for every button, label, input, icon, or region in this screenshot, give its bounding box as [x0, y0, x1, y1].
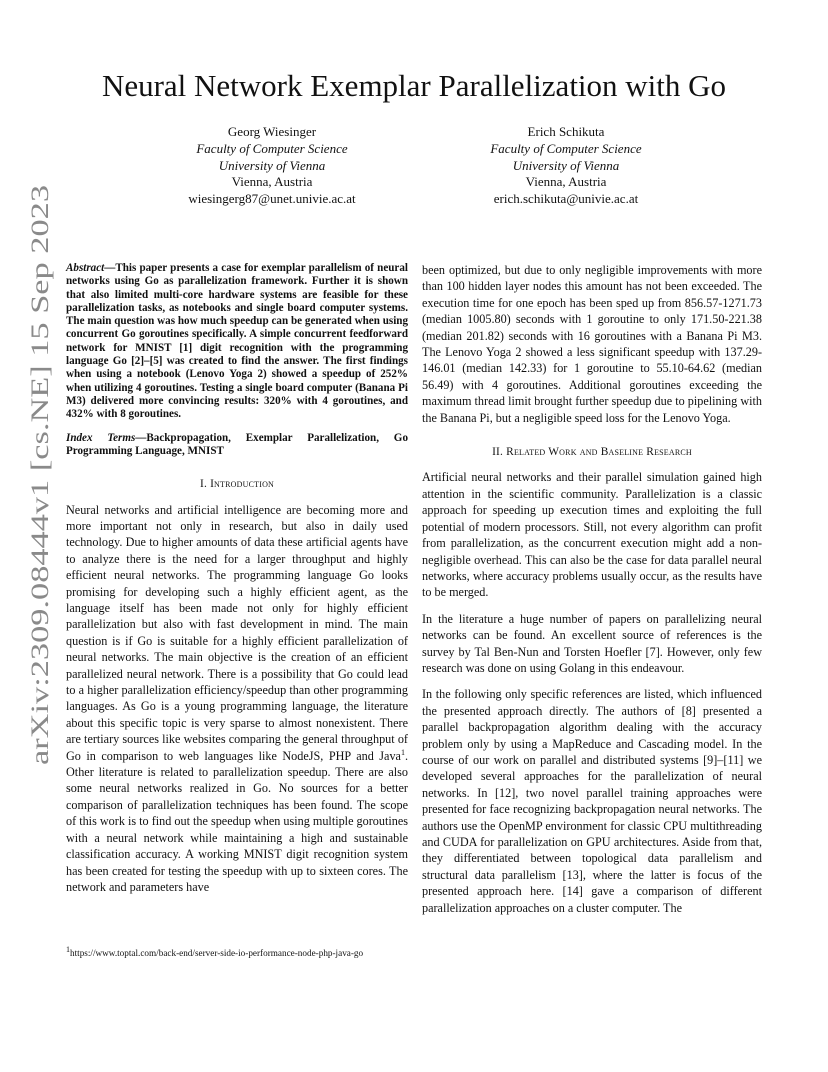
author-location: Vienna, Austria [525, 174, 607, 190]
author-email[interactable]: erich.schikuta@univie.ac.at [493, 191, 639, 207]
abstract-label: Abstract [66, 262, 105, 274]
author-block-1 [142, 124, 402, 208]
related-work-paragraph: In the literature a huge number of papers on parallelizing neural networks can be found. An excellent source of references is the survey by Tal Ben-Nun and Torsten Hoefler [7]. However, only few research was done on using Golang in this endeavour. [422, 611, 762, 675]
paragraph-text: . Other literature is related to parallelization speedup. There are also some neural networks realized in Go. No sources for a better comparison of parallelization techniques has been found. The scope of this work is to find out the speedup when using multiple goroutines with a neural network while maintaining a high and sustainable classification accuracy. A working MNIST digit recognition system has been created for testing the speedup with up to sixteen cores. The network and parameters have [66, 748, 408, 894]
paper-title: Neural Network Exemplar Parallelization with Go [101, 68, 727, 103]
paragraph-text: Neural networks and artificial intelligence are becoming more and more important not only in research, but also in daily used technology. Due to higher amounts of data these artificial agents have to analyze there is the need for a larger throughput and highly efficient neural networks. The programming language Go looks promising for developing such a highly efficient agent, as the language itself has been made not only for highly efficient parallelization but also with fast development in mind. The main question is if Go is suitable for a highly efficient parallelization of neural networks. The main objective is the creation of an efficient parallelized neural network. There is a possibility that Go could lead to a higher parallelization efficiency/speedup than other programming languages. As Go is a young programming language, the literature about this specific topic is very sparse to almost nonexistent. There are tertiary sources like websites comparing the general throughput of Go in comparison to web languages like NodeJS, PHP and Java [66, 502, 408, 763]
author-university: University of Vienna [512, 157, 620, 173]
left-column [66, 262, 408, 905]
author-affiliation: Faculty of Computer Science [490, 140, 642, 156]
author-location: Vienna, Austria [231, 174, 313, 190]
section-number: I. [199, 478, 207, 491]
footnote-url[interactable]: https://www.toptal.com/back-end/server-side-io-performance-node-php-java-go [70, 948, 364, 958]
author-name: Erich Schikuta [527, 124, 605, 139]
introduction-paragraph [66, 502, 408, 896]
right-column [422, 262, 762, 926]
author-email[interactable]: wiesingerg87@unet.univie.ac.at [188, 191, 356, 207]
index-terms-label: Index Terms [66, 431, 136, 444]
section-title: Introduction [210, 478, 275, 491]
related-work-paragraph: In the following only specific references are listed, which influenced the presented approach directly. The authors of [8] presented a parallel backpropagation algorithm dealing with the accuracy problem only by using a MapReduce and Cascading model. In the course of our work on parallel and distributed systems [9]–[11] we developed several approaches for the parallelization of neural networks. In [12], two novel parallel training approaches were presented for face recognizing backpropagation neural networks. The authors use the OpenMP environment for classic CPU multithreading and CUDA for parallelization on GPU architectures. Aside from that, they differentiated between topological data parallelism and structural data parallelism [13], where the latter is focus of the presented approach here. [14] gave a comparison of different parallelization approaches on a cluster computer. The [422, 687, 762, 915]
section-heading-related-work [422, 444, 762, 460]
index-terms [66, 432, 408, 459]
author-block-2 [436, 124, 696, 208]
index-terms-text: —Backpropagation, Exemplar Parallelization, Go Programming Language, MNIST [66, 431, 408, 457]
footnote [66, 944, 408, 959]
arxiv-identifier-stamp [12, 180, 60, 770]
section-title: Related Work and Baseline Research [506, 446, 692, 459]
section-number: II. [492, 446, 504, 459]
section-heading-introduction [66, 476, 408, 492]
footnote-number: 1 [66, 944, 70, 954]
author-affiliation: Faculty of Computer Science [196, 140, 348, 156]
author-name: Georg Wiesinger [227, 124, 317, 139]
introduction-continuation: been optimized, but due to only negligible improvements with more than 100 hidden layer nodes this amount has not been exceeded. The execution time for one epoch has been sped up from 856.57-1271.73 (median 1005.80) seconds with 1 goroutine to only 171.50-221.38 (median 201.82) seconds with 16 goroutines with a Banana Pi M3. The Lenovo Yoga 2 showed a less significant speedup with 137.29-146.01 (median 142.33) for 1 goroutine to 55.10-64.62 (median 56.49) with 4 goroutines. Additional goroutines exceeding the maximum thread limit brought further speedup due to pipelining with the Banana Pi, but a negligible speed loss for the Lenovo Yoga. [422, 263, 762, 425]
author-university: University of Vienna [218, 157, 326, 173]
abstract-text: —This paper presents a case for exemplar parallelism of neural networks using Go as parallelization framework. Further it is shown that also limited multi-core hardware systems are feasible for these parallelization tasks, as notebooks and single board computer systems. The main question was how much speedup can be generated when using concurrent Go goroutines specifically. A simple concurrent feedforward network for MNIST [1] digit recognition with the programming language Go [2]–[5] was created to find the answer. The first findings when using a notebook (Lenovo Yoga 2) showed a speedup of 252% when utilizing 4 goroutines. Testing a single board computer (Banana Pi M3) delivered more convincing results: 320% with 4 goroutines, and 432% with 8 goroutines. [66, 262, 408, 421]
abstract [66, 262, 408, 422]
arxiv-identifier-text: arXiv:2309.08444v1 [cs.NE] 15 Sep 2023 [27, 342, 54, 765]
footnote-marker[interactable]: 1 [400, 747, 405, 757]
related-work-paragraph: Artificial neural networks and their parallel simulation gained high attention in the scientific community. Parallelization is a classic approach for speeding up execution times and exploiting the full potential of modern processors. Still, not every algorithm can profit from parallelization, as the concurrent execution might add a non-negligible overhead. This can also be the case for data parallel neural networks, where accuracy problems usually occur, as the results have to be merged. [422, 470, 762, 600]
